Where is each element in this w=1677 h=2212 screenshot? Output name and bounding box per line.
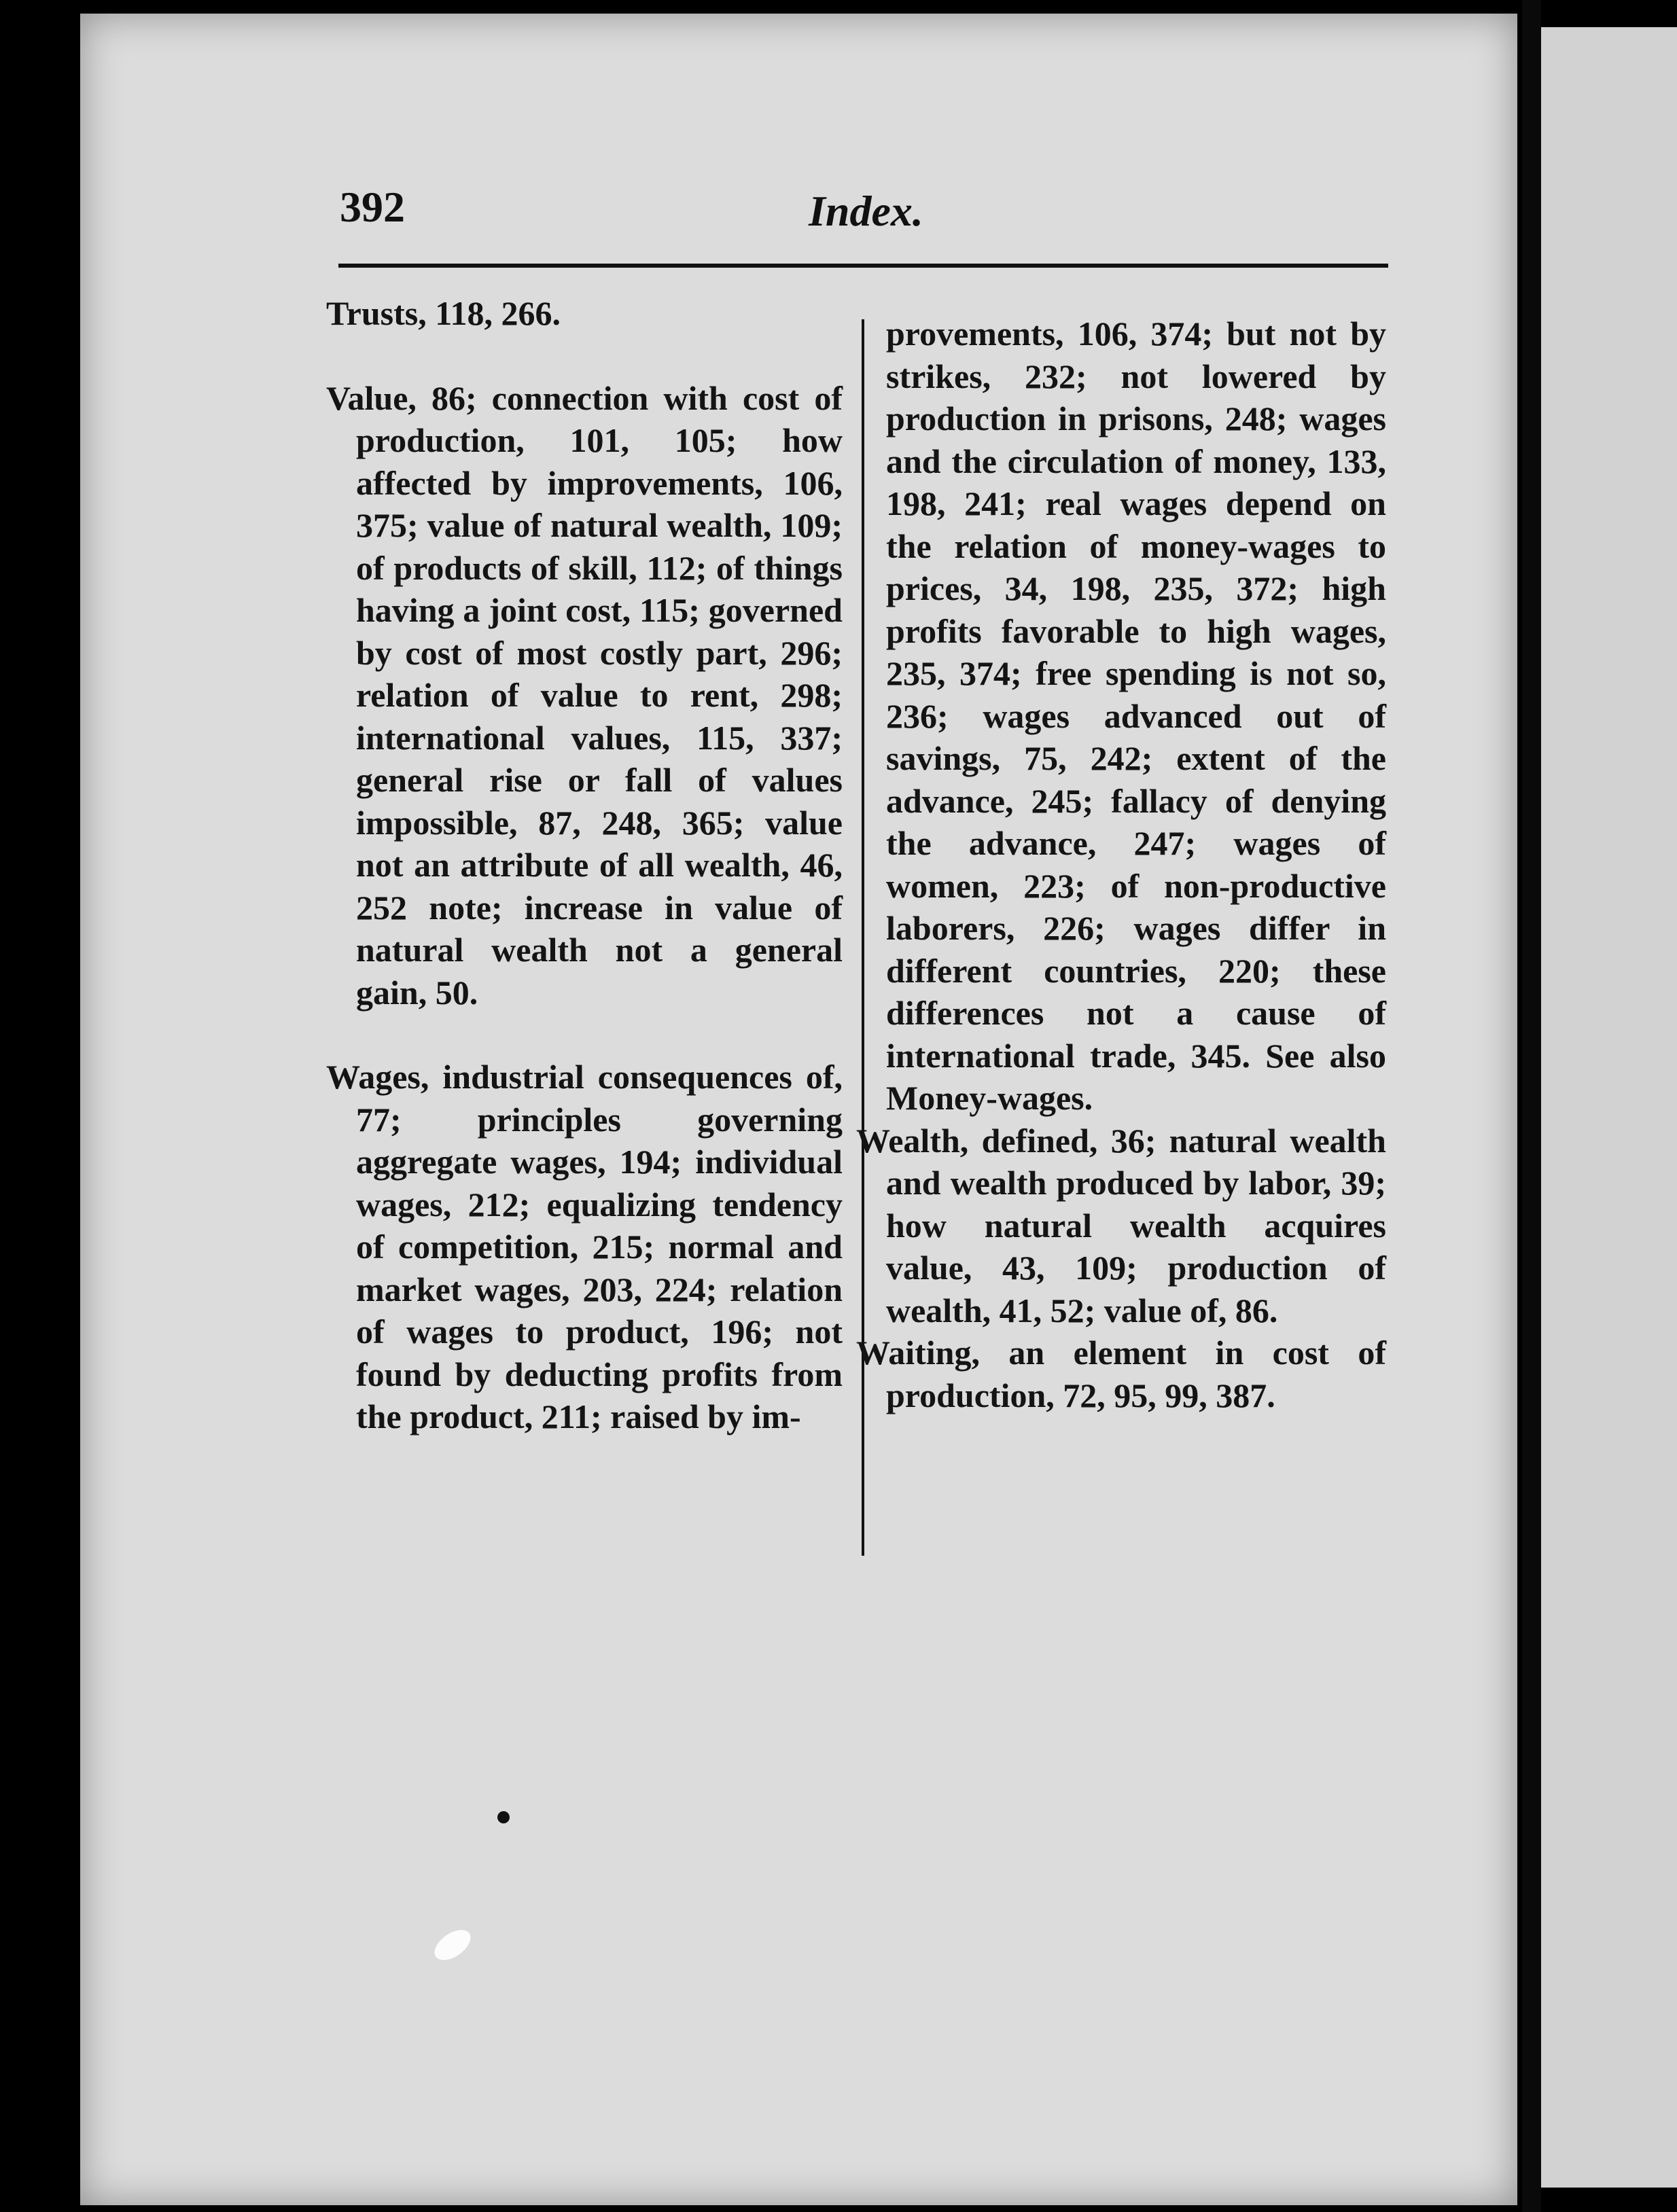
index-entry-wealth: Wealth, defined, 36; natural wealth and wealth produced by labor, 39; how natural wealth acquires value, 43, 109; production of wealth, 41, 52; value of, 86.	[856, 1121, 1386, 1330]
page-header	[340, 182, 1386, 257]
left-column	[326, 292, 843, 1438]
facing-page-edge	[1541, 27, 1677, 2188]
right-column	[856, 313, 1386, 1416]
index-entry-value: Value, 86; connection with cost of production, 101, 105; how affected by improvements, 106, 375; value of natural wealth, 109; of products of skill, 112; of things having a joint cost, 115; governed by cost of most costly part, 296; relation of value to rent, 298; international values, 115, 337; general rise or fall of values impossible, 87, 248, 365; value not an attribute of all wealth, 46, 252 note; increase in value of natural wealth not a general gain, 50.	[326, 378, 843, 1012]
page-gutter	[1522, 0, 1541, 2212]
index-entry-waiting: Waiting, an element in cost of production, 72, 95, 99, 387.	[856, 1334, 1386, 1414]
index-entry-wages-continued: provements, 106, 374; but not by strikes, 232; not lowered by production in prisons, 248; wages and the circulation of money, 133, 198, 241; real wages depend on the relation of money-wages to prices, 34, 198, 235, 372; high profits favorable to high wages, 235, 374; free spending is not so, 236; wages advanced out of savings, 75, 242; extent of the advance, 245; fallacy of denying the advance, 247; wages of women, 223; of non-productive laborers, 226; wages differ in different countries, 220; these differences not a cause of international trade, 345. See also Money-wages.	[886, 315, 1386, 1117]
index-entry-wages: Wages, industrial consequences of, 77; principles governing aggregate wages, 194; individual wages, 212; equalizing tendency of competition, 215; normal and market wages, 203, 224; relation of wages to product, 196; not found by deducting profits from the product, 211; raised by im-	[326, 1058, 843, 1435]
header-rule	[338, 264, 1388, 268]
page-number: 392	[340, 183, 405, 231]
ink-fleck	[497, 1811, 510, 1823]
running-title: Index.	[809, 187, 923, 235]
index-entry-trusts: Trusts, 118, 266.	[326, 294, 561, 332]
